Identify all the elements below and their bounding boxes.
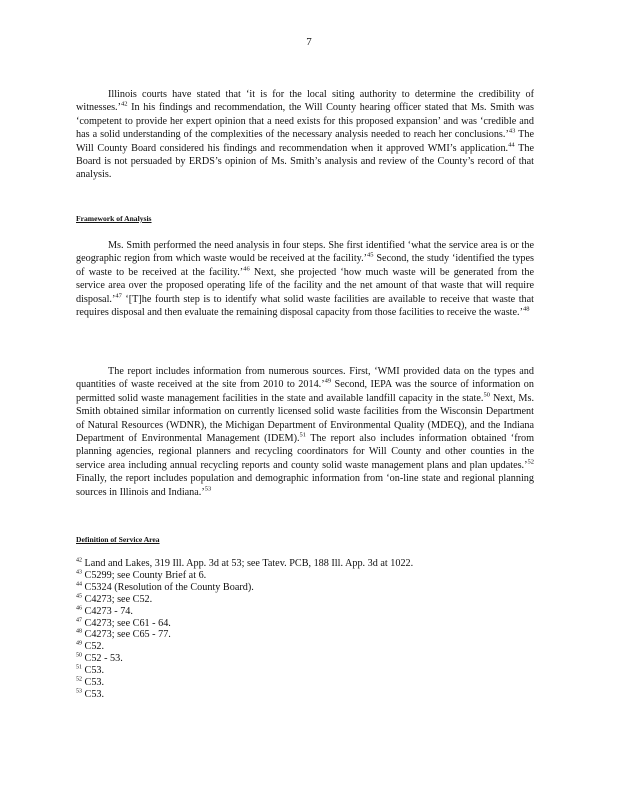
footnote-49: $^{49}$ C52. [76, 640, 105, 653]
footnote-43: $^{43}$ C5299; see County Brief at 6. [76, 569, 207, 581]
footnote-ref: 51 [299, 431, 307, 439]
footnote-45: $^{45}$ C4273; see C52. [76, 593, 153, 605]
footnote-ref: 49 [324, 378, 332, 386]
footnote-ref: 53 [204, 485, 212, 493]
footnotes [76, 558, 536, 701]
footnote-47: $^{47}$ C4273; see C61 - 64. [76, 617, 171, 629]
footnote-ref: 48 [522, 305, 530, 313]
paragraph-report-sources: The report includes information from numerous sources. First, ‘WMI provided data on the types and quantities of waste received at the site from 2010 to 2014.’$^{49}$ Second, IEPA was the source of information on permitted solid waste management facilities in the state and available landfill capacity in the state.$^{50}$ Next, Ms. Smith obtained similar information on currently licensed solid waste facilities from the Wisconsin Department of Natural Resources (WDNR), the Michigan Department of Environmental Quality (MDEQ), and the Indiana Department of Environmental Management (IDEM).$^{51}$ The report also includes information obtained ‘from planning agencies, regional planners and recycling coordinators for Will County and other counties in the service area including annual recycling reports and county solid waste management plans and plan updates.’$^{52}$ Finally, the report includes population and demographic information from ‘on-line state and regional planning sources in Illinois and Indiana.’$^{53}$ [76, 366, 534, 498]
heading-definition-of-service-area: Definition of Service Area [76, 535, 160, 544]
page-number: 7 [306, 36, 312, 48]
footnote-ref: 50 [483, 391, 490, 399]
footnote-ref: 52 [527, 458, 534, 466]
paragraph-four-steps: Ms. Smith performed the need analysis in four steps. She first identified ‘what the service area is or the geographic region from which waste would be received at the facility.’$^{45}$ Second, the study ‘identified the types of waste to be received at the facility.’$^{46}$ Next, she projected ‘how much waste will be generated from the service area over the proposed operating life of the facility and the net amount of that waste that will require disposal.’$^{47}$ ‘[T]he fourth step is to identify what solid waste facilities are available to receive that waste that requires disposal and then evaluate the remaining disposal capacity from those facilities to receive the waste.’$^{48}$ [76, 240, 534, 319]
footnote-42: $^{42}$ Land and Lakes, 319 Ill. App. 3d at 53; see Tatev. PCB, 188 Ill. App. 3d at 1022. [76, 557, 414, 569]
footnote-46: $^{46}$ C4273 - 74. [76, 605, 133, 617]
heading-framework-of-analysis: Framework of Analysis [76, 214, 152, 223]
footnote-ref: 46 [243, 265, 250, 273]
footnote-ref: 42 [121, 101, 128, 109]
footnote-ref: 43 [508, 127, 516, 135]
footnote-ref: 45 [367, 252, 374, 260]
paragraph-witness-credibility: Illinois courts have stated that ‘it is for the local siting authority to determine the credibility of witnesses.’$^{42}$ In his findings and recommendation, the Will County hearing officer stated that Ms. Smith was ‘competent to provide her expert opinion that a need exists for this proposed expansion’ and was ‘credible and has a solid understanding of the complexities of the necessary analysis needed to reach her conclusions.’$^{43}$ The Will County Board considered his findings and recommendation when it approved WMI’s application.$^{44}$ The Board is not persuaded by ERDS’s opinion of Ms. Smith’s analysis and review of the County’s record of that analysis. [76, 89, 534, 181]
footnote-50: $^{50}$ C52 - 53. [76, 652, 123, 665]
footnote-ref: 44 [508, 141, 515, 149]
footnote-51: $^{51}$ C53. [76, 664, 105, 677]
footnote-44: $^{44}$ C5324 (Resolution of the County Board). [76, 581, 254, 593]
footnote-48: $^{48}$ C4273; see C65 - 77. [76, 629, 171, 641]
footnote-53: $^{53}$ C53. [76, 688, 105, 700]
footnote-52: $^{52}$ C53. [76, 676, 105, 689]
footnote-ref: 47 [115, 292, 122, 300]
